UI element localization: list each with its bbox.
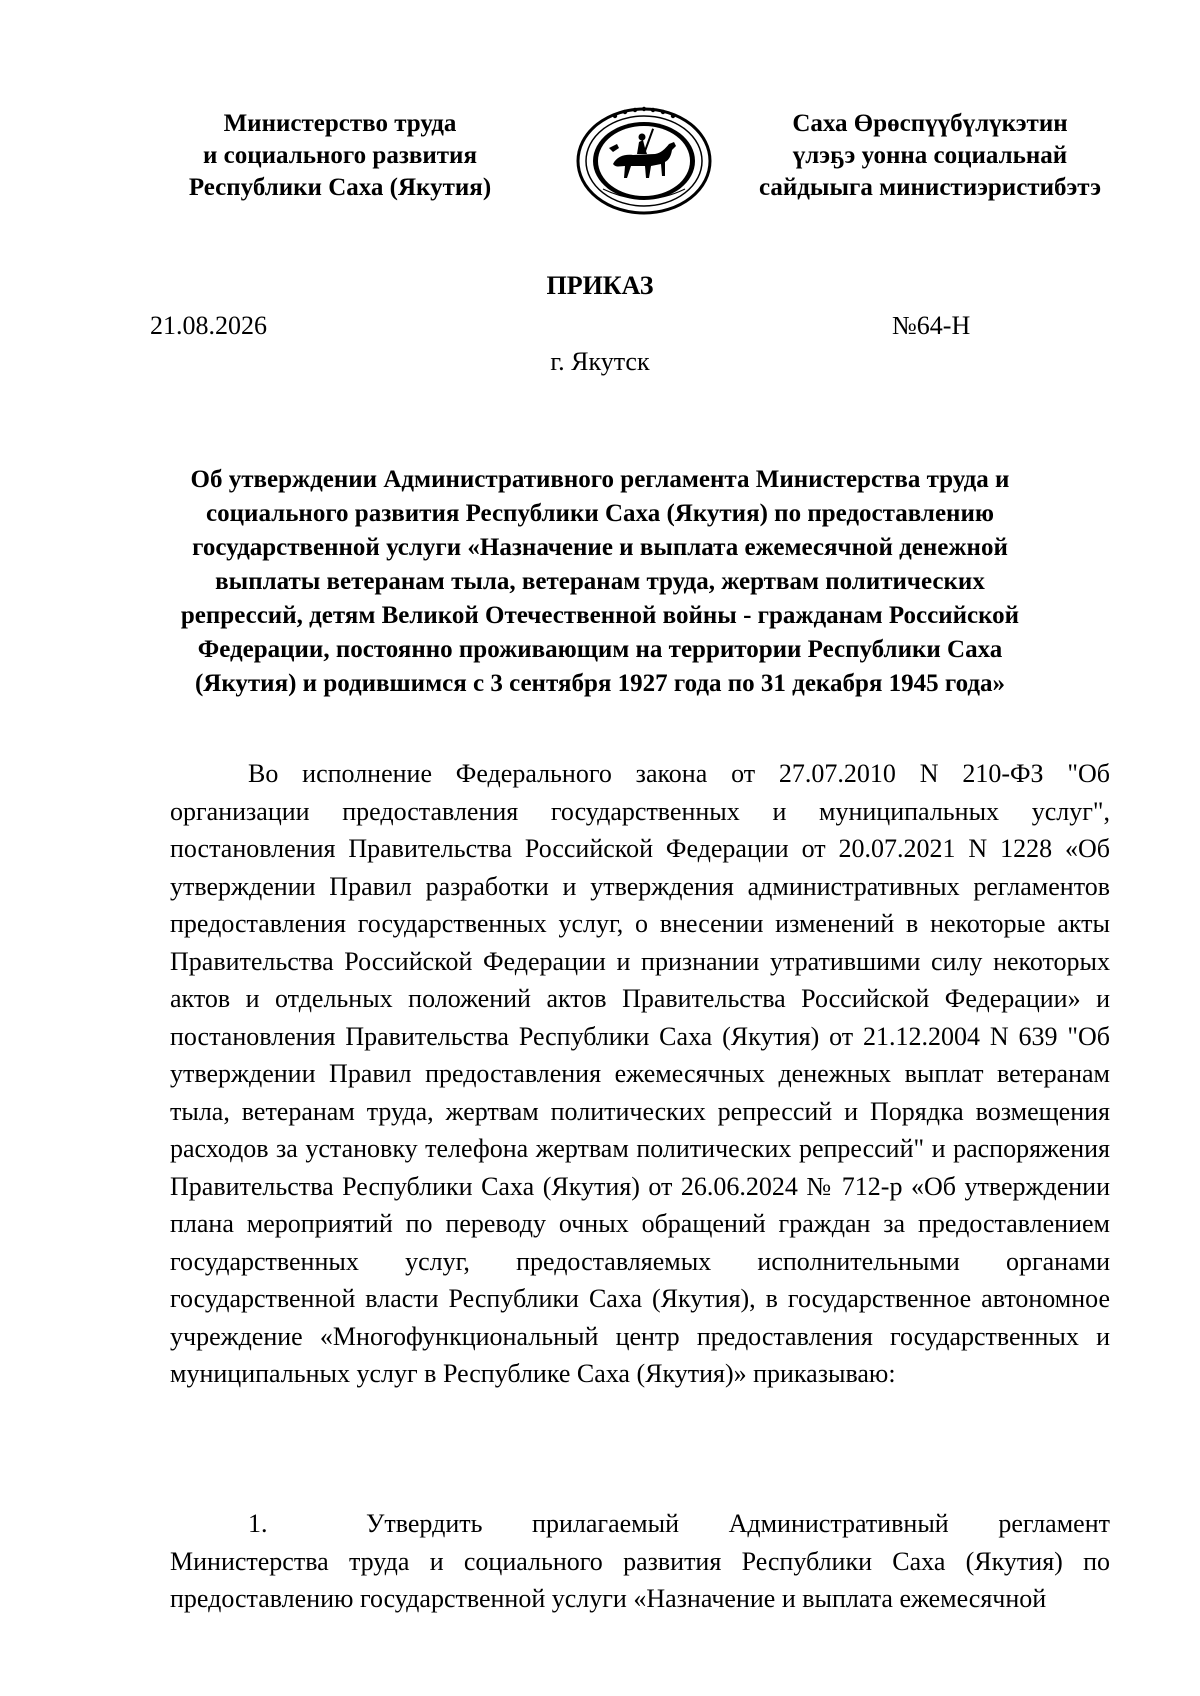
ministry-name-line: Республики Саха (Якутия): [188, 174, 492, 201]
subject-line: выплаты ветеранам тыла, ветеранам труда, жертвам политических: [215, 568, 985, 595]
ministry-name-line: үлэҕэ уонна социальнай: [792, 142, 1068, 169]
item-number: 1.: [248, 1509, 268, 1538]
ministry-name-russian: [150, 108, 530, 204]
ministry-name-line: Министерство труда: [223, 110, 457, 137]
subject-line: социального развития Республики Саха (Якутия) по предоставлению: [206, 500, 994, 527]
document-type-title: ПРИКАЗ: [546, 271, 654, 300]
subject-line: государственной услуги «Назначение и выплата ежемесячной денежной: [192, 534, 1008, 561]
item-text: Утвердить прилагаемый Административный регламент Министерства труда и социального развития Республики Саха (Якутия) по предоставлению государственной услуги «Назначение и выплата ежемесячной: [170, 1509, 1110, 1613]
subject-line: Об утверждении Административного регламента Министерства труда и: [190, 466, 1010, 493]
order-subject: [175, 463, 1025, 701]
ministry-name-yakut: [720, 108, 1140, 204]
republic-emblem-icon: [573, 104, 715, 216]
document-number: №64-Н: [892, 311, 971, 340]
document-date: 21.08.2026: [150, 311, 267, 340]
order-item-1: [170, 1505, 1110, 1618]
ministry-name-line: Саха Өрөспүүбүлүкэтин: [792, 110, 1068, 137]
ministry-name-line: и социального развития: [203, 142, 477, 169]
ministry-name-line: сайдыыга министиэристибэтэ: [758, 174, 1102, 201]
document-city: г. Якутск: [550, 347, 650, 376]
subject-line: Федерации, постоянно проживающим на территории Республики Саха: [197, 636, 1003, 663]
preamble-paragraph: Во исполнение Федерального закона от 27.07.2010 N 210-ФЗ "Об организации предоставления государственных и муниципальных услуг", постановления Правительства Российской Федерации от 20.07.2021 N 1228 «Об утверждении Правил разработки и утверждения административных регламентов предоставления государственных услуг, о внесении изменений в некоторые акты Правительства Российской Федерации и признании утратившими силу некоторых актов и отдельных положений актов Правительства Российской Федерации» и постановления Правительства Республики Саха (Якутия) от 21.12.2004 N 639 "Об утверждении Правил предоставления ежемесячных денежных выплат ветеранам тыла, ветеранам труда, жертвам политических репрессий и Порядка возмещения расходов за установку телефона жертвам политических репрессий" и распоряжения Правительства Республики Саха (Якутия) от 26.06.2024 № 712-р «Об утверждении плана мероприятий по переводу очных обращений граждан за предоставлением государственных услуг, предоставляемых исполнительными органами государственной власти Республики Саха (Якутия), в государственное автономное учреждение «Многофункциональный центр предоставления государственных и муниципальных услуг в Республике Саха (Якутия)» приказываю:: [170, 759, 1110, 1388]
subject-line: репрессий, детям Великой Отечественной войны - гражданам Российской: [180, 602, 1020, 629]
subject-line: (Якутия) и родившимся с 3 сентября 1927 года по 31 декабря 1945 года»: [194, 670, 1006, 697]
